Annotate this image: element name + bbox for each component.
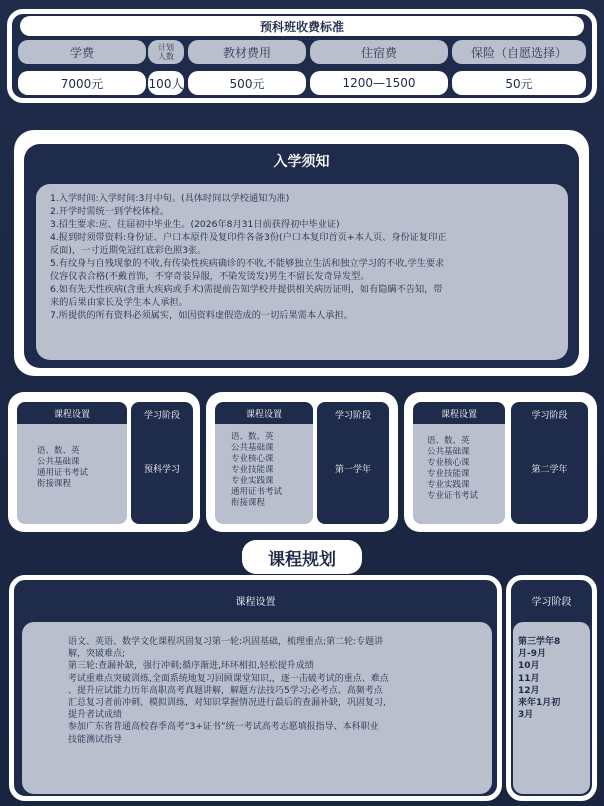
fee-value-tuition: 7000元 bbox=[18, 71, 146, 95]
plan-stage-line: 来年1月初 bbox=[518, 698, 561, 709]
plan-stage-line: 第三学年8 bbox=[518, 637, 561, 647]
notice-line: 4.报到时须带资料:身份证、户口本原件及复印件各备3份(户口本复印首页+本人页、身份证复印正 bbox=[50, 232, 447, 243]
fee-value-textbook: 500元 bbox=[188, 71, 306, 95]
course-item: 公共基础课 bbox=[37, 457, 80, 467]
course-item: 语、数、英 bbox=[427, 436, 470, 446]
course-item: 专业核心课 bbox=[231, 454, 274, 464]
fee-value-insurance: 50元 bbox=[452, 71, 586, 95]
plan-line: 提升者试成绩 bbox=[68, 710, 123, 721]
stage3-courses bbox=[413, 424, 505, 524]
plan-stage-line: 11月 bbox=[518, 673, 540, 684]
notice-line: 5.有纹身与自残现象的不收,有传染性疾病确诊的不收,不能够独立生活和独立学习的不收,学生要求 bbox=[50, 258, 445, 269]
plan-stage-body bbox=[513, 622, 590, 794]
plan-line: 汇总复习者前冲刺、模拟训练，对知识掌握情况进行最后的查漏补缺，巩固复习, bbox=[68, 698, 386, 709]
plan-stage-line: 12月 bbox=[518, 685, 540, 696]
plan-line: 、提升应试能力历年高职高考真题讲解，解题方法技巧5学习;必考点、高频考点 bbox=[68, 685, 383, 696]
course-item: 专业技能课 bbox=[427, 469, 470, 479]
notice-line: 3.招生要求:应、往届初中毕业生。(2026年8月31日前获得初中毕业证) bbox=[50, 219, 340, 230]
notice-line: 反面)，一寸近期免冠红底彩色照3张。 bbox=[50, 245, 207, 256]
notice-title: 入学须知 bbox=[273, 154, 330, 170]
stage1-courses bbox=[17, 424, 127, 524]
notice-line: 6.如有先天性疾病(含重大疾病或手术)需提前告知学校并提供相关病历证明，如有隐瞒不告知，带 bbox=[50, 284, 443, 295]
notice-body bbox=[36, 184, 568, 360]
stage2-course-head: 课程设置 bbox=[215, 402, 313, 424]
course-item: 专业实践课 bbox=[231, 476, 274, 486]
course-item: 公共基础课 bbox=[427, 447, 470, 457]
course-item: 通用证书考试 bbox=[37, 468, 89, 478]
notice-line: 7.所提供的所有资料必须属实，如因资料虚假造成的一切后果需本人承担。 bbox=[50, 310, 353, 321]
stage1-stage-value: 预科学习 bbox=[143, 465, 180, 475]
course-item: 公共基础课 bbox=[231, 443, 274, 453]
plan-stage-line: 3月 bbox=[518, 710, 534, 721]
stage1-course-head: 课程设置 bbox=[17, 402, 127, 424]
fee-header-lodging: 住宿费 bbox=[310, 40, 448, 64]
notice-line: 1.入学时间:入学时间:3月中旬。(具体时间以学校通知为准) bbox=[50, 193, 290, 204]
stage3-stage-head: 学习阶段 bbox=[531, 411, 568, 421]
notice-line: 仪容仪表合格(不戴首饰，不穿奇装异服，不染发烫发)男生不留长发奇异发型。 bbox=[50, 271, 370, 282]
plan-line: 第三轮:查漏补缺，强行冲刺;循序渐进,环环相扣,轻松提升成绩 bbox=[68, 661, 314, 672]
course-item: 专业核心课 bbox=[427, 458, 470, 468]
plan-course-head: 课程设置 bbox=[235, 596, 276, 608]
plan-stage-line: 月-9月 bbox=[518, 649, 546, 660]
course-item: 衔接课程 bbox=[37, 479, 72, 489]
stage2-stage-head: 学习阶段 bbox=[334, 411, 371, 421]
fee-header-insurance: 保险（自愿选择） bbox=[452, 40, 586, 64]
course-item: 专业实践课 bbox=[427, 480, 470, 490]
plan-line: 解，突破难点; bbox=[68, 649, 126, 660]
notice-line: 2.开学时需统一到学校体检。 bbox=[50, 206, 170, 217]
course-item: 衔接课程 bbox=[231, 498, 266, 508]
course-item: 语、数、英 bbox=[37, 446, 80, 456]
fee-header-plan-line2: 人数 bbox=[158, 52, 174, 61]
fee-header-plan bbox=[148, 40, 184, 64]
stage3-stage-value: 第二学年 bbox=[531, 465, 568, 475]
fee-title: 预科班收费标准 bbox=[20, 16, 584, 36]
plan-stage-head: 学习阶段 bbox=[531, 596, 572, 608]
fee-header-plan-line1: 计划 bbox=[158, 43, 174, 52]
plan-line: 考试重难点突破训练,全面系统地复习回顾课堂知识,，逐一击破考试的重点、难点 bbox=[68, 673, 389, 684]
plan-stage-line: 10月 bbox=[518, 661, 540, 672]
fee-header-textbook: 教材费用 bbox=[188, 40, 306, 64]
plan-title: 课程规划 bbox=[242, 540, 362, 574]
stage1-stage-head: 学习阶段 bbox=[143, 411, 180, 421]
plan-body bbox=[22, 622, 492, 794]
plan-line: 语文、英语、数学文化课程巩固复习第一轮:巩固基础，梳理重点;第二轮:专题讲 bbox=[68, 637, 384, 647]
course-item: 语、数、英 bbox=[231, 432, 274, 442]
notice-line: 来的后果由家长及学生本人承担。 bbox=[50, 297, 188, 308]
fee-header-tuition: 学费 bbox=[18, 40, 146, 64]
stage3-course-head: 课程设置 bbox=[413, 402, 505, 424]
plan-line: 技能测试指导 bbox=[68, 734, 123, 745]
stage2-courses bbox=[215, 424, 313, 524]
stage2-stage-value: 第一学年 bbox=[334, 465, 371, 475]
course-item: 通用证书考试 bbox=[231, 487, 283, 497]
course-item: 专业证书考试 bbox=[427, 491, 479, 501]
fee-value-plan: 100人 bbox=[148, 71, 184, 95]
fee-value-lodging: 1200—1500 bbox=[310, 71, 448, 95]
course-item: 专业技能课 bbox=[231, 465, 274, 475]
plan-line: 参加广东省普通高校春季高考“3+证书”统一考试高考志愿填报指导、本科职业 bbox=[68, 722, 379, 733]
